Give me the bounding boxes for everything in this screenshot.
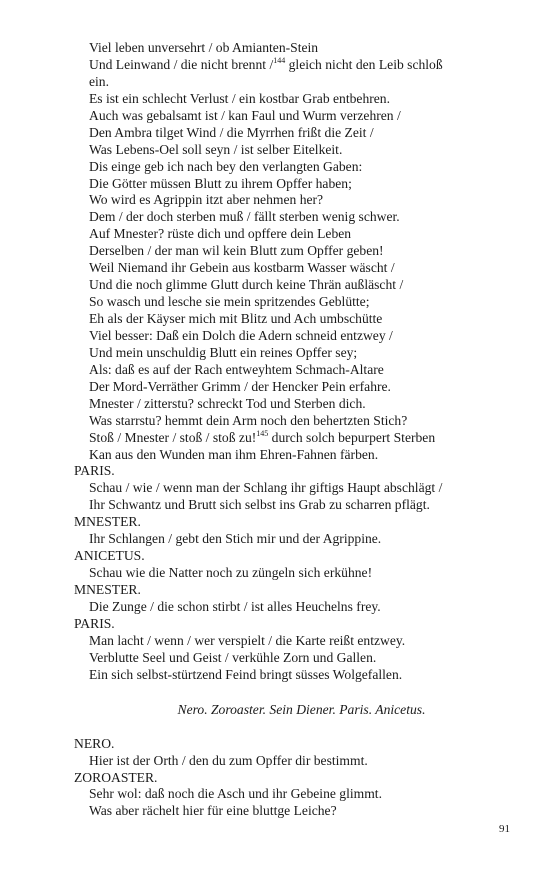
line-text: Kan aus den Wunden man ihm Ehren-Fahnen färben. bbox=[89, 446, 379, 462]
verse-line bbox=[74, 74, 514, 91]
verse-line bbox=[74, 142, 514, 159]
stage-direction bbox=[74, 693, 514, 727]
footnote-marker: 144 bbox=[273, 55, 286, 65]
verse-line bbox=[74, 786, 514, 803]
verse-line bbox=[74, 260, 514, 277]
line-text: Viel leben unversehrt / ob Amianten-Stein bbox=[89, 40, 319, 55]
line-text: Schau wie die Natter noch zu züngeln sich erkühne! bbox=[89, 565, 373, 581]
verse-line bbox=[74, 803, 514, 820]
line-text: Dem / der doch sterben muß / fällt sterben wenig schwer. bbox=[89, 209, 400, 225]
line-text: Die Zunge / die schon stirbt / ist alles Heuchelns frey. bbox=[89, 598, 381, 614]
line-text: MNESTER. bbox=[74, 514, 141, 530]
line-text: Die Götter müssen Blutt zu ihrem Opffer haben; bbox=[89, 175, 352, 191]
verse-line bbox=[74, 311, 514, 328]
verse-line bbox=[74, 91, 514, 108]
speaker-name bbox=[74, 548, 514, 565]
line-text: PARIS. bbox=[74, 463, 115, 479]
line-text: So wasch und lesche sie mein spritzendes Geblütte; bbox=[89, 294, 370, 310]
line-text: Mnester / zitterstu? schreckt Tod und Sterben dich. bbox=[89, 395, 366, 411]
speaker-name bbox=[74, 463, 514, 480]
verse-line bbox=[74, 159, 514, 176]
line-text: Verblutte Seel und Geist / verkühle Zorn und Gallen. bbox=[89, 649, 377, 665]
line-text: Der Mord-Verräther Grimm / der Hencker Pein erfahre. bbox=[89, 378, 391, 394]
line-text: Hier ist der Orth / den du zum Opffer dir bestimmt. bbox=[89, 752, 368, 768]
line-text: Ihr Schlangen / gebt den Stich mir und der Agrippine. bbox=[89, 531, 382, 547]
line-text: Und die noch glimme Glutt durch keine Thrän außläscht / bbox=[89, 277, 404, 293]
line-text: Was starrstu? hemmt dein Arm noch den behertzten Stich? bbox=[89, 412, 408, 428]
verse-line bbox=[74, 480, 514, 497]
line-text: Derselben / der man wil kein Blutt zum Opffer geben! bbox=[89, 243, 384, 259]
line-text: Sehr wol: daß noch die Asch und ihr Gebeine glimmt. bbox=[89, 786, 382, 802]
line-text: Wo wird es Agrippin itzt aber nehmen her? bbox=[89, 192, 324, 208]
verse-line bbox=[74, 753, 514, 770]
line-text: Man lacht / wenn / wer verspielt / die Karte reißt entzwey. bbox=[89, 632, 406, 648]
line-text-continued: durch solch bepurpert Sterben bbox=[268, 429, 436, 445]
verse-line bbox=[74, 430, 514, 447]
line-text: Dis einge geb ich nach bey den verlangten Gaben: bbox=[89, 158, 363, 174]
verse-line bbox=[74, 243, 514, 260]
line-text: Es ist ein schlecht Verlust / ein kostbar Grab entbehren. bbox=[89, 90, 390, 106]
verse-line bbox=[74, 362, 514, 379]
line-text: Weil Niemand ihr Gebein aus kostbarm Wasser wäscht / bbox=[89, 260, 395, 276]
line-text: ZOROASTER. bbox=[74, 769, 158, 785]
verse-line bbox=[74, 40, 514, 57]
line-text: Als: daß es auf der Rach entweyhtem Schmach-Altare bbox=[89, 361, 384, 377]
verse-line bbox=[74, 125, 514, 142]
verse-line bbox=[74, 192, 514, 209]
verse-line bbox=[74, 379, 514, 396]
speaker-name bbox=[74, 514, 514, 531]
verse-line bbox=[74, 633, 514, 650]
verse-line bbox=[74, 531, 514, 548]
verse-line bbox=[74, 345, 514, 362]
line-text: ein. bbox=[89, 73, 110, 89]
verse-line bbox=[74, 650, 514, 667]
speaker-name bbox=[74, 770, 514, 787]
line-text: Ein sich selbst-stürtzend Feind bringt süsses Wolgefallen. bbox=[89, 666, 403, 682]
speaker-name bbox=[74, 736, 514, 753]
line-text: Nero. Zoroaster. Sein Diener. Paris. Anicetus. bbox=[177, 701, 426, 717]
speaker-name bbox=[74, 616, 514, 633]
line-text: Eh als der Käyser mich mit Blitz und Ach umbschütte bbox=[89, 311, 383, 326]
line-text: NERO. bbox=[74, 735, 115, 751]
line-text: Viel besser: Daß ein Dolch die Adern schneid entzwey / bbox=[89, 327, 393, 343]
verse-line bbox=[74, 277, 514, 294]
line-text: Auch was gebalsamt ist / kan Faul und Wurm verzehren / bbox=[89, 107, 401, 123]
verse-line bbox=[74, 565, 514, 582]
line-text: Was Lebens-Oel soll seyn / ist selber Eitelkeit. bbox=[89, 141, 343, 157]
page-number: 91 bbox=[499, 823, 510, 835]
verse-line bbox=[74, 328, 514, 345]
drama-text bbox=[74, 40, 514, 820]
line-text: Stoß / Mnester / stoß / stoß zu! bbox=[89, 429, 257, 445]
line-text: Den Ambra tilget Wind / die Myrrhen frißt die Zeit / bbox=[89, 124, 374, 140]
verse-line bbox=[74, 447, 514, 464]
line-text: Auf Mnester? rüste dich und opffere dein Leben bbox=[89, 226, 352, 242]
footnote-marker: 145 bbox=[256, 428, 269, 438]
verse-line bbox=[74, 108, 514, 125]
line-text: ANICETUS. bbox=[74, 548, 145, 564]
verse-line bbox=[74, 226, 514, 243]
verse-line bbox=[74, 396, 514, 413]
line-text: MNESTER. bbox=[74, 582, 141, 597]
speaker-name bbox=[74, 582, 514, 599]
line-text: Ihr Schwantz und Brutt sich selbst ins Grab zu scharren pflägt. bbox=[89, 497, 430, 513]
verse-line bbox=[74, 57, 514, 74]
line-text: Was aber rächelt hier für eine bluttge Leiche? bbox=[89, 803, 337, 819]
verse-line bbox=[74, 294, 514, 311]
verse-line bbox=[74, 667, 514, 684]
line-text: PARIS. bbox=[74, 615, 115, 631]
verse-line bbox=[74, 176, 514, 193]
verse-line bbox=[74, 413, 514, 430]
line-text: Und mein unschuldig Blutt ein reines Opffer sey; bbox=[89, 344, 358, 360]
line-text: Schau / wie / wenn man der Schlang ihr giftigs Haupt abschlägt / bbox=[89, 480, 443, 496]
verse-line bbox=[74, 209, 514, 226]
verse-line bbox=[74, 497, 514, 514]
verse-line bbox=[74, 599, 514, 616]
line-text-continued: gleich nicht den Leib schloß bbox=[285, 56, 443, 72]
line-text: Und Leinwand / die nicht brennt / bbox=[89, 56, 274, 72]
